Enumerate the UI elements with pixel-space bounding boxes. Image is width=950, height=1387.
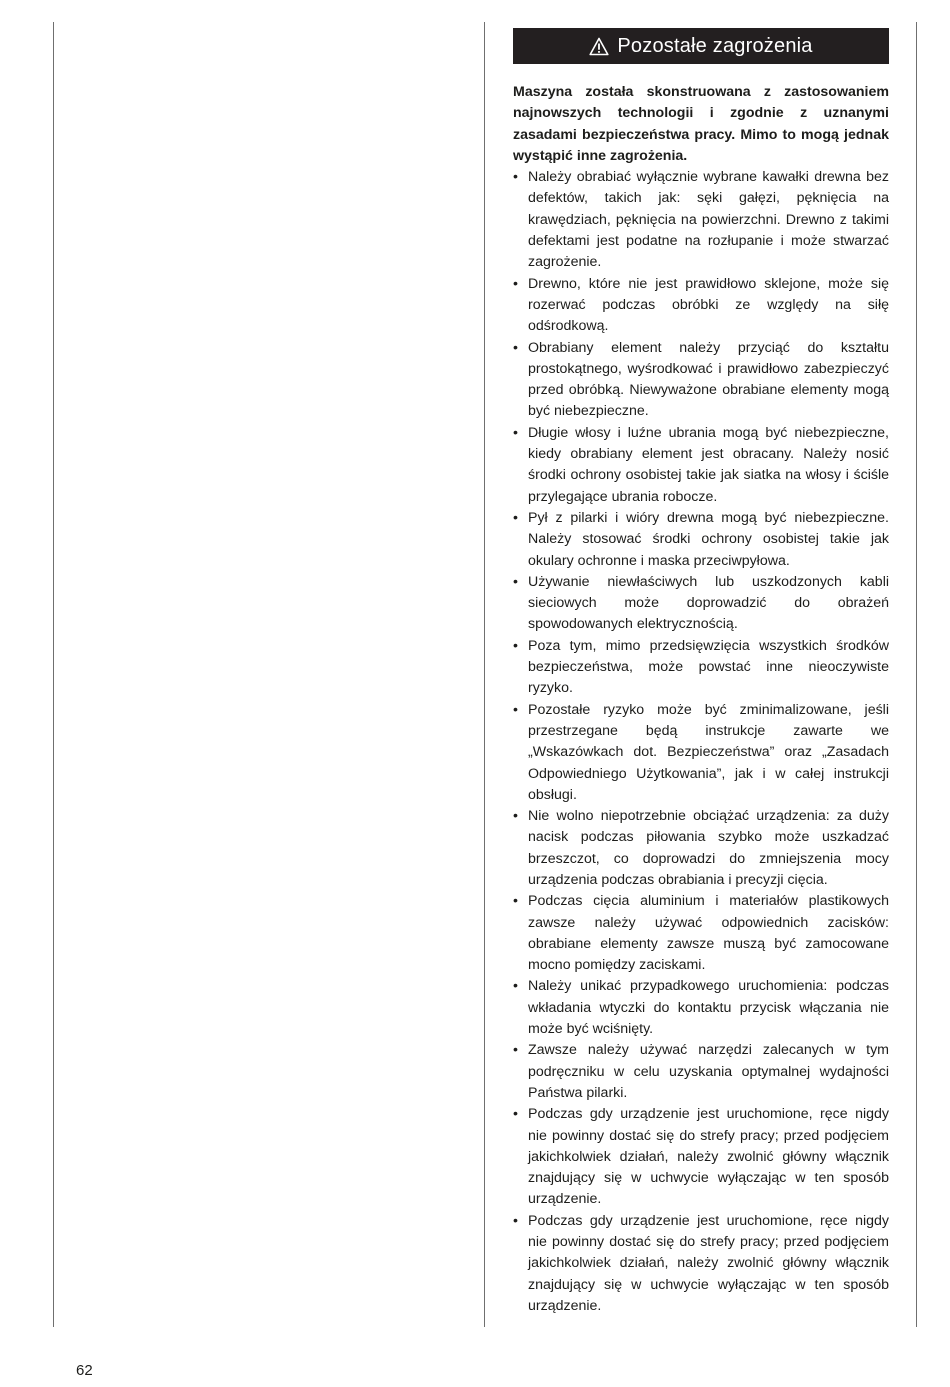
left-column-rule (53, 22, 54, 1327)
bullet-icon: • (513, 275, 518, 292)
list-item-text: Podczas cięcia aluminium i materiałów plastikowych zawsze należy używać odpowiednich zacisków: obrabiane elementy zawsze muszą być zamocowane mocno pomiędzy zaciskami. (528, 893, 889, 974)
section-title-bar (513, 28, 889, 64)
bullet-icon: • (513, 893, 518, 910)
bullet-icon: • (513, 808, 518, 825)
list-item (513, 1211, 889, 1317)
list-item (513, 423, 889, 508)
bullet-icon: • (513, 1042, 518, 1059)
list-item (513, 167, 889, 273)
list-item (513, 636, 889, 700)
list-item (513, 508, 889, 572)
list-item-text: Zawsze należy używać narzędzi zalecanych w tym podręczniku w celu uzyskania optymalnej wydajności Państwa pilarki. (528, 1042, 889, 1101)
bullet-icon: • (513, 509, 518, 526)
list-item-text: Drewno, które nie jest prawidłowo sklejone, może się rozerwać podczas obróbki ze względy na siłę odśrodkową. (528, 275, 889, 335)
list-item-text: Obrabiany element należy przyciąć do kształtu prostokątnego, wyśrodkować i prawidłowo zabezpieczyć przed obróbką. Niewyważone obrabiane elementy mogą być niebezpieczne. (528, 339, 889, 420)
bullet-icon: • (513, 424, 518, 441)
list-item-text: Pozostałe ryzyko może być zminimalizowane, jeśli przestrzegane będą instrukcje zawarte we „Wskazówkach dot. Bezpieczeństwa” oraz „Zasadach Odpowiedniego Użytkowania”, jak i w całej instrukcji obsługi. (528, 701, 889, 803)
list-item-text: Należy obrabiać wyłącznie wybrane kawałki drewna bez defektów, takich jak: sęki gałęzi, pęknięcia na krawędziach, pęknięcia na powierzchni. Drewno z takimi defektami jest podatne na rozłupanie i może stwarzać zagrożenie. (528, 169, 889, 271)
section-intro: Maszyna została skonstruowana z zastosowaniem najnowszych technologii i zgodnie z uznanymi zasadami bezpieczeństwa pracy. Mimo to mogą jednak wystąpić inne zagrożenia. (513, 84, 889, 164)
bullet-icon: • (513, 339, 518, 356)
bullet-icon: • (513, 637, 518, 654)
bullet-icon: • (513, 1106, 518, 1123)
bullet-icon: • (513, 1212, 518, 1229)
list-item (513, 274, 889, 338)
list-item (513, 891, 889, 976)
list-item-text: Pył z pilarki i wióry drewna mogą być niebezpieczne. Należy stosować środki ochrony osobistej takie jak okulary ochronne i maska przeciwpyłowa. (528, 509, 889, 569)
middle-column-rule (484, 22, 485, 1327)
list-item (513, 806, 889, 891)
page-number: 62 (76, 1362, 93, 1379)
list-item-text: Używanie niewłaściwych lub uszkodzonych kabli sieciowych może doprowadzić do obrażeń spowodowanych elektrycznością. (528, 573, 889, 633)
bullet-icon: • (513, 701, 518, 718)
list-item-text: Podczas gdy urządzenie jest uruchomione, ręce nigdy nie powinny dostać się do strefy pracy; przed podjęciem jakichkolwiek działań, należy zwolnić główny włącznik znajdujący się w uchwycie wyłączając w ten sposób urządzenie. (528, 1106, 889, 1208)
list-item (513, 976, 889, 1040)
hazard-list (513, 167, 889, 1317)
bullet-icon: • (513, 573, 518, 590)
list-item (513, 572, 889, 636)
list-item-text: Podczas gdy urządzenie jest uruchomione, ręce nigdy nie powinny dostać się do strefy pracy; przed podjęciem jakichkolwiek działań, należy zwolnić główny włącznik znajdujący się w uchwycie wyłączając w ten sposób urządzenie. (528, 1212, 889, 1314)
list-item-text: Nie wolno niepotrzebnie obciążać urządzenia: za duży nacisk podczas piłowania szybko może uszkadzać brzeszczot, co doprowadzi do zmniejszenia mocy urządzenia podczas obrabiania i precyzji cięcia. (528, 808, 889, 888)
list-item (513, 338, 889, 423)
warning-triangle-icon (589, 37, 609, 56)
list-item-text: Poza tym, mimo przedsięwzięcia wszystkich środków bezpieczeństwa, może powstać inne nieoczywiste ryzyko. (528, 637, 889, 697)
list-item-text: Należy unikać przypadkowego uruchomienia: podczas wkładania wtyczki do kontaktu przycisk włączania nie może być wciśnięty. (528, 978, 889, 1038)
section-title: Pozostałe zagrożenia (617, 34, 813, 57)
list-item (513, 700, 889, 806)
list-item (513, 1040, 889, 1104)
right-column-rule (916, 22, 917, 1327)
list-item (513, 1104, 889, 1210)
bullet-icon: • (513, 978, 518, 995)
residual-risks-section (513, 28, 889, 1317)
bullet-icon: • (513, 169, 518, 186)
list-item-text: Długie włosy i luźne ubrania mogą być niebezpieczne, kiedy obrabiany element jest obracany. Należy nosić środki ochrony osobistej takie jak siatka na włosy i ściśle przylegające ubrania robocze. (528, 424, 889, 505)
